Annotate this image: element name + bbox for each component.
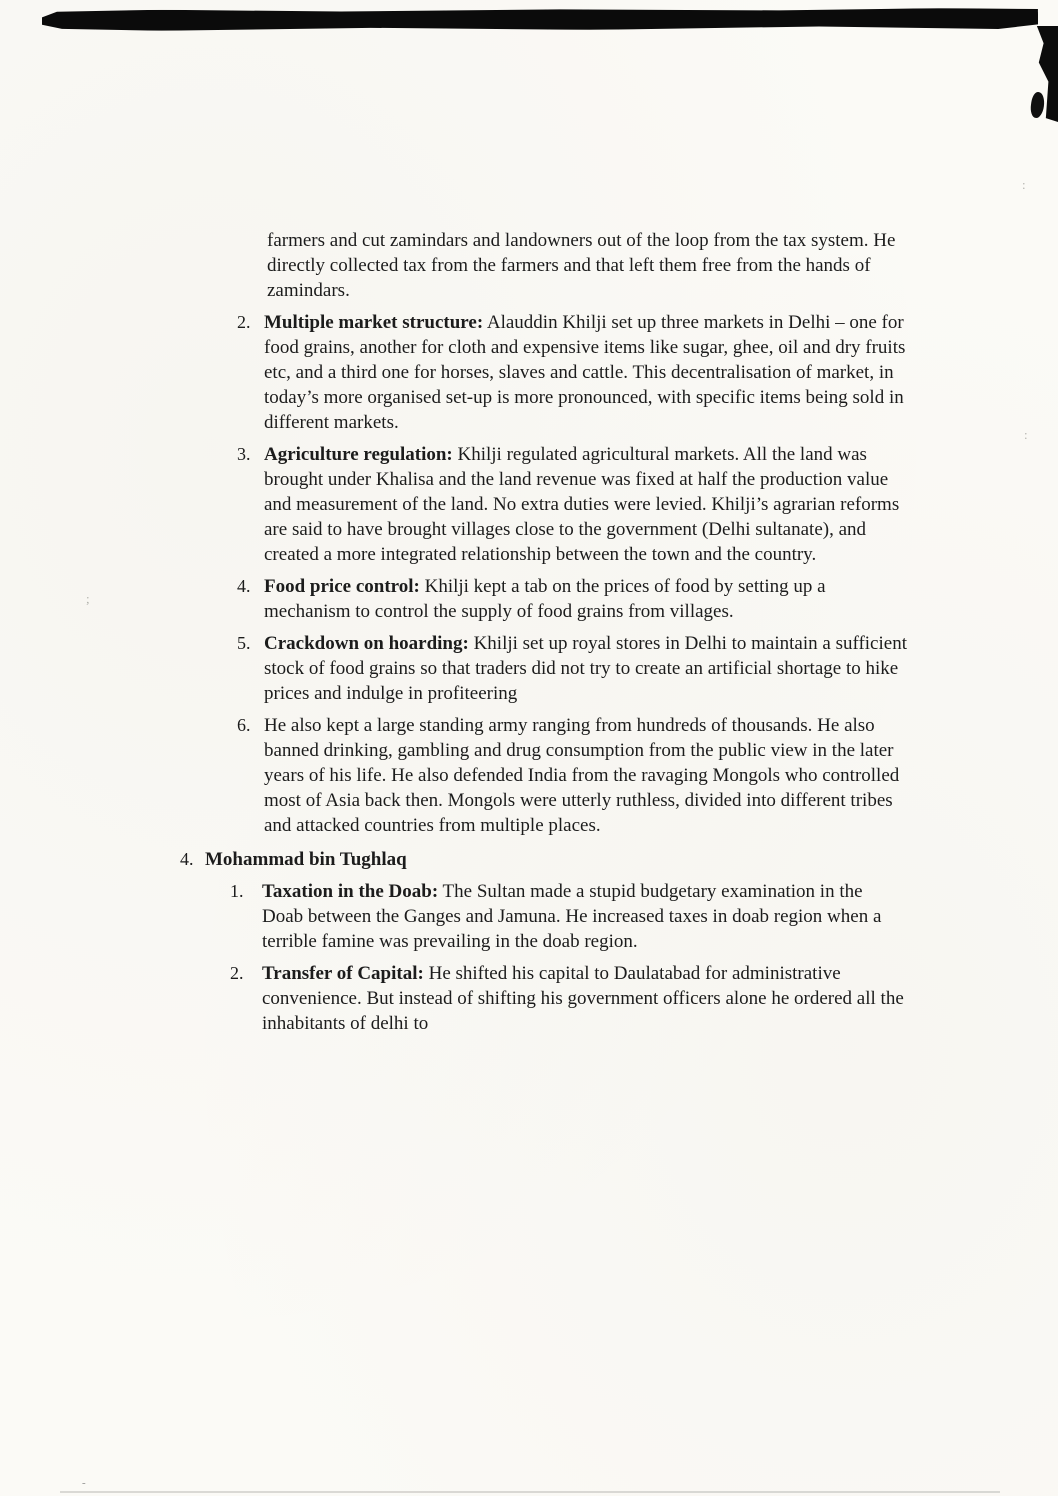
list-item-lead: Transfer of Capital: (262, 963, 424, 984)
list-item-lead: Food price control: (264, 576, 420, 597)
scan-speck: : (1024, 427, 1028, 442)
list-item-lead: Taxation in the Doab: (262, 881, 439, 902)
list-item-lead: Multiple market structure: (264, 312, 484, 333)
list-item-rest: The Sultan made a stupid budgetary examination in the Doab between the Ganges and Jamuna. He increased taxes in doab region when a terrible famine was prevailing in the doab region. (262, 881, 882, 952)
list-item-rest: He shifted his capital to Daulatabad for administrative convenience. But instead of shifting his government officers alone he ordered all the inhabitants of delhi to (262, 963, 904, 1034)
list-item-number: 2. (230, 963, 244, 983)
list-item (230, 961, 906, 1036)
list-item-text (264, 574, 909, 624)
list-item-number: 3. (237, 444, 251, 464)
continuation-paragraph: farmers and cut zamindars and landowners out of the loop from the tax system. He directly collected tax from the farmers and that left them free from the hands of zamindars. (267, 230, 896, 301)
scan-speck: : (1022, 177, 1026, 192)
section-number: 4. (180, 849, 194, 869)
list-item-text (264, 310, 909, 435)
list-item (237, 310, 909, 435)
list-item-text (264, 713, 909, 838)
list-item-rest: He also kept a large standing army ranging from hundreds of thousands. He also banned drinking, gambling and drug consumption from the public view in the later years of his life. He also defended India from the ravaging Mongols who controlled most of Asia back then. Mongols were utterly ruthless, divided into different tribes and attacked countries from multiple places. (264, 715, 900, 836)
scan-speck: - (82, 1477, 86, 1489)
list-item (237, 631, 909, 706)
list-item-rest: Alauddin Khilji set up three markets in Delhi – one for food grains, another for cloth and expensive items like sugar, ghee, oil and dry fruits etc, and a third one for horses, slaves and cattle. This decentralisation of market, in today’s more organised set-up is more pronounced, with specific items being sold in different markets. (264, 312, 906, 433)
list-item-text (262, 961, 906, 1036)
list-item-lead: Agriculture regulation: (264, 444, 453, 465)
scan-speck: ; (86, 591, 90, 606)
list-item (230, 879, 906, 954)
list-item-rest: Khilji regulated agricultural markets. All the land was brought under Khalisa and the land revenue was fixed at half the production value and measurement of the land. No extra duties were levied. Khilji’s agrarian reforms are said to have brought villages close to the government (Delhi sultanate), and created a more integrated relationship between the town and the country. (264, 444, 900, 565)
list-item-number: 1. (230, 881, 244, 901)
section-title: Mohammad bin Tughlaq (205, 849, 407, 870)
list-item (237, 574, 909, 624)
list-item (237, 442, 909, 567)
list-item-number: 6. (237, 715, 251, 735)
list-item-text (264, 442, 909, 567)
list-item-number: 4. (237, 576, 251, 596)
scan-artifact-bottom-line (60, 1491, 1000, 1493)
list-item-rest: Khilji set up royal stores in Delhi to maintain a sufficient stock of food grains so that traders did not try to create an artificial shortage to hike prices and indulge in profiteering (264, 633, 907, 704)
list-item (237, 713, 909, 838)
list-item-text (264, 631, 909, 706)
list-item-number: 2. (237, 312, 251, 332)
list-item-number: 5. (237, 633, 251, 653)
list-item-text (262, 879, 906, 954)
list-item-rest: Khilji kept a tab on the prices of food by setting up a mechanism to control the supply of food grains from villages. (264, 576, 826, 622)
list-item-lead: Crackdown on hoarding: (264, 633, 469, 654)
section-heading (180, 847, 900, 872)
